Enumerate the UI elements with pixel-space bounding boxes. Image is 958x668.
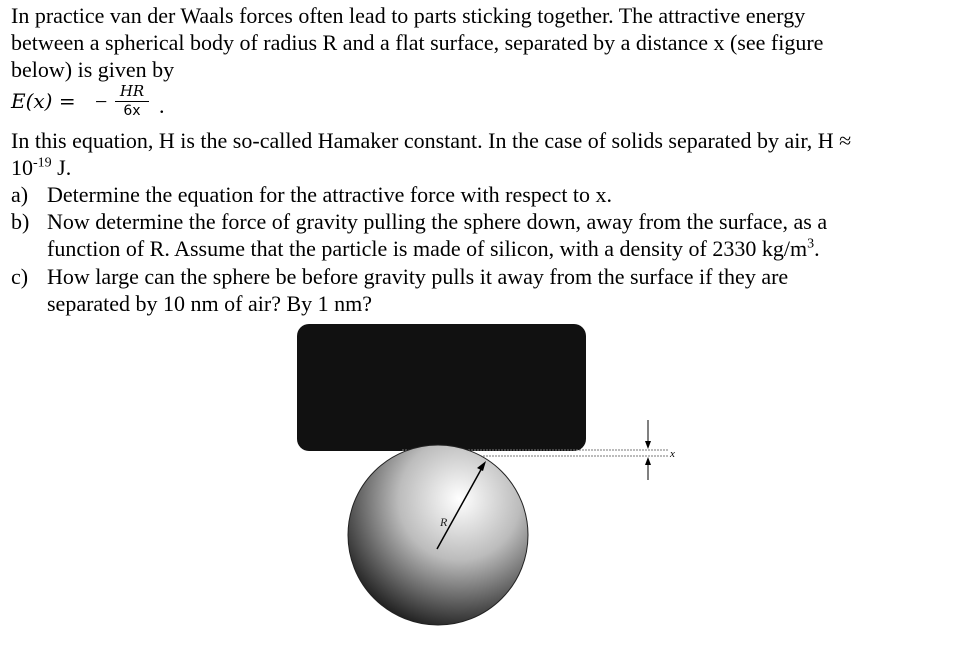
sphere xyxy=(348,445,528,625)
question-b-line-1: Now determine the force of gravity pulling the sphere down, away from the surface, as a xyxy=(47,209,828,234)
fraction-bar xyxy=(115,101,149,102)
radius-label: R xyxy=(440,515,448,529)
intro-line-3: below) is given by xyxy=(11,57,175,82)
hamaker-exponent: -19 xyxy=(33,155,52,171)
flat-surface-block xyxy=(297,324,586,451)
question-b-label: b) xyxy=(11,209,30,234)
fraction-denominator: 6x xyxy=(123,103,141,119)
question-b-line-2: function of R. Assume that the particle is made of silicon, with a density of 2330 kg/m xyxy=(47,236,808,261)
question-a-label: a) xyxy=(11,182,29,207)
hamaker-paragraph xyxy=(11,127,946,181)
intro-line-1: In practice van der Waals forces often lead to parts sticking together. The attractive energy xyxy=(11,3,806,28)
fraction-numerator: HR xyxy=(119,82,145,100)
gap-label: x xyxy=(670,448,675,460)
question-b-sup: 3 xyxy=(807,236,815,252)
question-b-end: . xyxy=(814,236,820,261)
equation-minus: − xyxy=(95,89,108,114)
hamaker-unit: J. xyxy=(51,155,72,180)
question-c-line-2: separated by 10 nm of air? By 1 nm? xyxy=(47,291,373,316)
equation-period: . xyxy=(159,93,165,118)
gap-arrowhead-bottom xyxy=(645,457,651,465)
question-c-label: c) xyxy=(11,264,29,289)
hamaker-base: 10 xyxy=(11,155,33,180)
question-c-text xyxy=(47,263,937,317)
intro-paragraph xyxy=(11,2,946,83)
intro-line-2: between a spherical body of radius R and a flat surface, separated by a distance x (see figure xyxy=(11,30,824,55)
equation-fraction xyxy=(115,83,149,119)
hamaker-line-1: In this equation, H is the so-called Hamaker constant. In the case of solids separated by air, H ≈ xyxy=(11,128,852,153)
question-b-text xyxy=(47,208,937,262)
equation-lhs: E(x) = xyxy=(11,89,76,113)
sphere-surface-figure xyxy=(290,320,710,650)
question-a-text: Determine the equation for the attractive force with respect to x. xyxy=(47,182,613,207)
gap-arrowhead-top xyxy=(645,441,651,449)
question-c-line-1: How large can the sphere be before gravity pulls it away from the surface if they are xyxy=(47,264,789,289)
